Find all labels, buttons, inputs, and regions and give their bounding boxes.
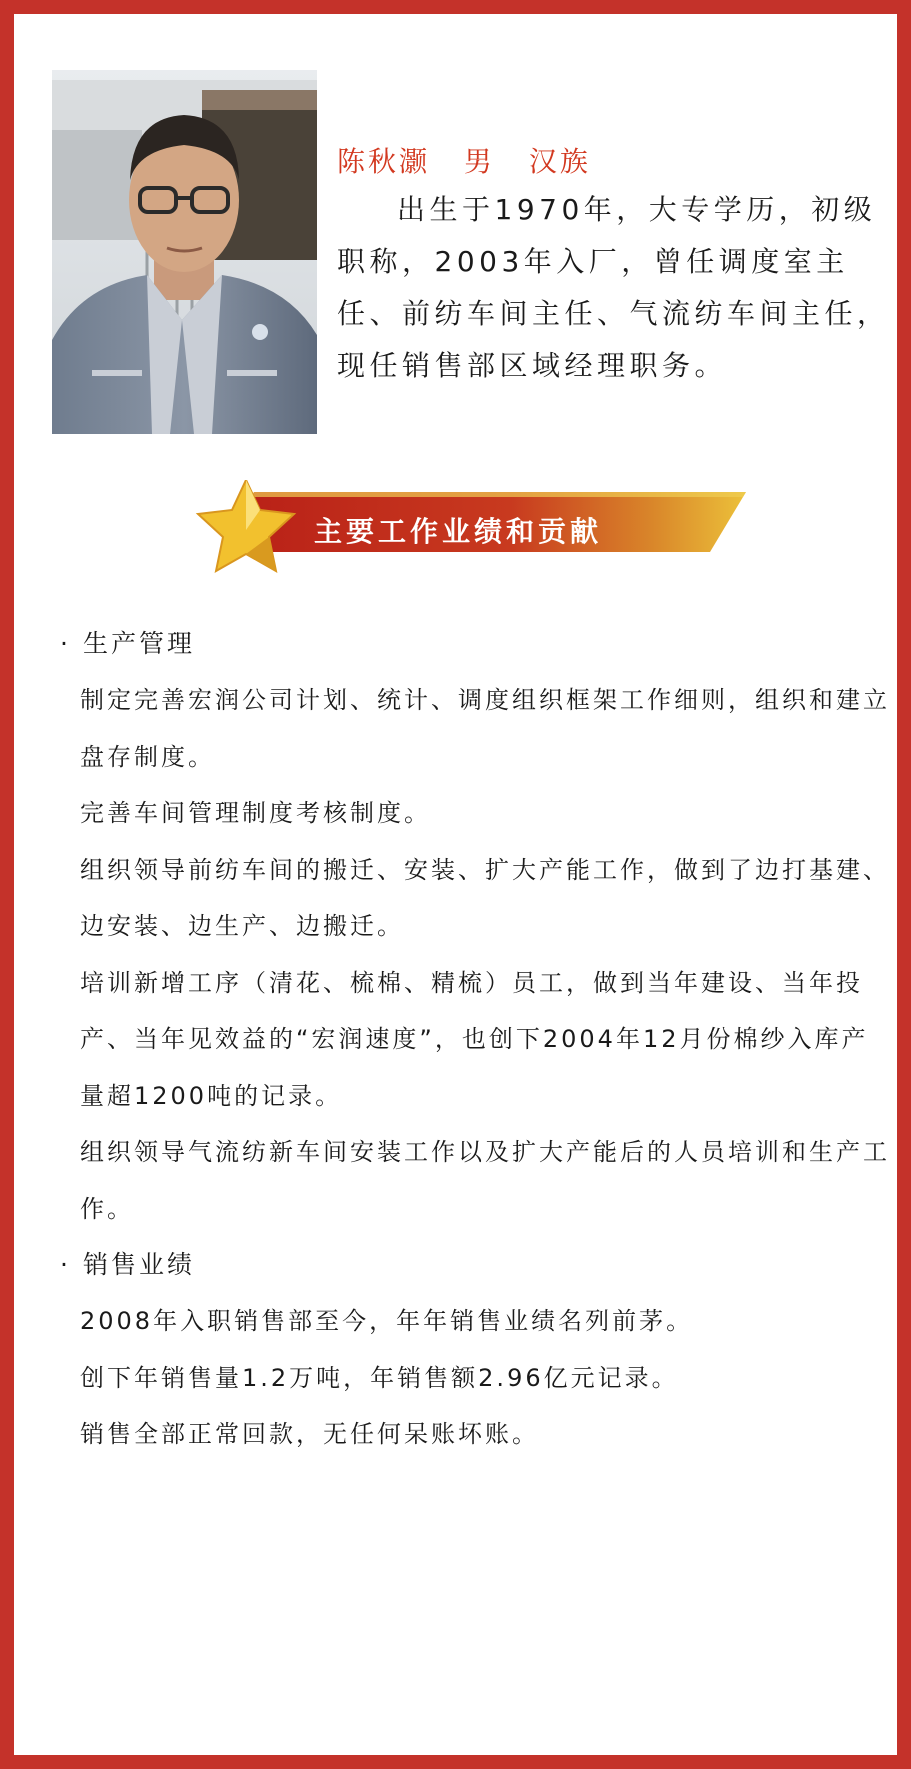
section-title: 销售业绩 (82, 1250, 195, 1279)
list-item: 培训新增工序（清花、梳棉、精梳）员工，做到当年建设、当年投产、当年见效益的“宏润速度”，也创下2004年12月份棉纱入库产量超1200吨的记录。 (80, 968, 869, 1110)
banner-title: 主要工作业绩和贡献 (314, 515, 603, 548)
profile-gender: 男 (463, 145, 495, 178)
list-item: 创下年销售量1.2万吨，年销售额2.96亿元记录。 (80, 1363, 679, 1392)
section-title: 生产管理 (82, 629, 195, 658)
list-item: 完善车间管理制度考核制度。 (80, 799, 431, 827)
list-item: 制定完善宏润公司计划、统计、调度组织框架工作细则，组织和建立盘存制度。 (80, 686, 890, 771)
list-item: 销售全部正常回款，无任何呆账坏账。 (80, 1420, 539, 1448)
profile-name-line (337, 140, 613, 180)
list-item: 组织领导气流纺新车间安装工作以及扩大产能后的人员培训和生产工作。 (80, 1138, 890, 1223)
achievements-list (60, 616, 890, 1463)
profile-name: 陈秋灏 (337, 145, 431, 178)
bullet: · (60, 629, 71, 658)
list-item: 组织领导前纺车间的搬迁、安装、扩大产能工作，做到了边打基建、边安装、边生产、边搬迁。 (80, 855, 890, 940)
portrait-photo (52, 70, 317, 434)
profile-bio: 出生于1970年，大专学历，初级职称，2003年入厂，曾任调度室主任、前纺车间主任、气流纺车间主任，现任销售部区域经理职务。 (337, 193, 890, 382)
section-heading-sales (60, 1237, 890, 1293)
bullet: · (60, 1250, 71, 1279)
section-heading-production (60, 616, 890, 672)
list-item: 2008年入职销售部至今，年年销售业绩名列前茅。 (80, 1307, 694, 1335)
profile-ethnicity: 汉族 (528, 145, 591, 178)
section-banner (194, 480, 746, 576)
